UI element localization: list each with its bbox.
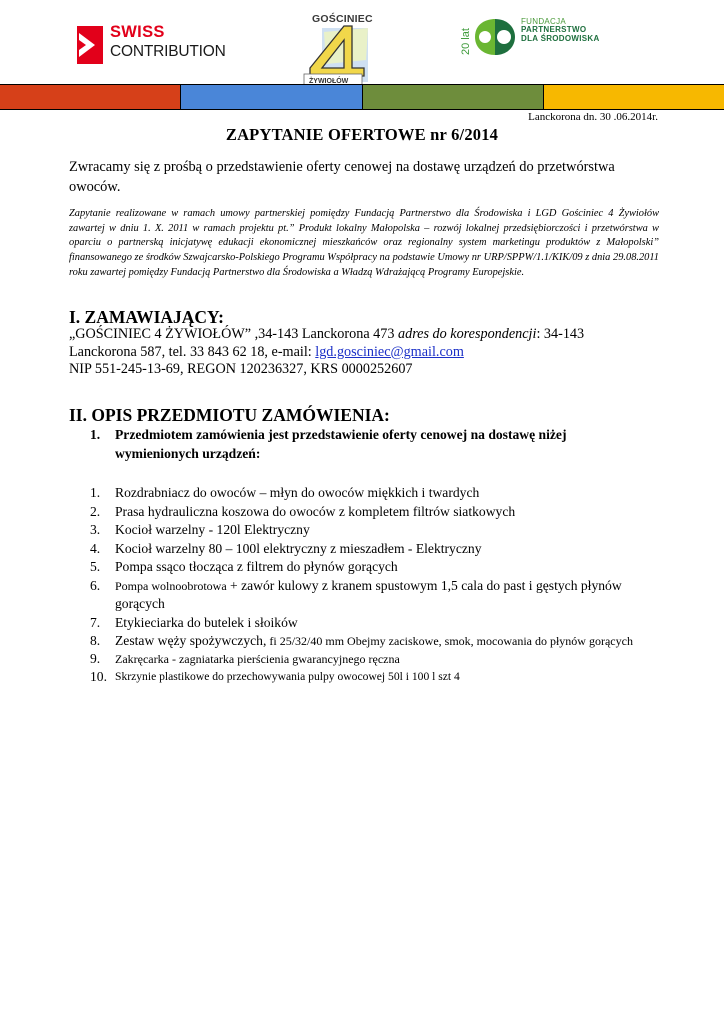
- list-item-text: Etykieciarka do butelek i słoików: [115, 614, 298, 630]
- address-line-1: [69, 326, 669, 344]
- fundacja-partnerstwo-logo: [458, 14, 608, 58]
- list-item-text: Kocioł warzelny 80 – 100l elektryczny z mieszadłem - Elektryczny: [115, 540, 482, 556]
- address-line-2: [69, 344, 669, 362]
- fundacja-years-text: 20 lat: [460, 28, 472, 55]
- swiss-logo-line2: CONTRIBUTION: [110, 42, 226, 60]
- email-link[interactable]: lgd.gosciniec@gmail.com: [315, 343, 464, 360]
- fundacja-logo-line3: DLA ŚRODOWISKA: [521, 33, 600, 43]
- equipment-list: [90, 484, 670, 687]
- list-item-number: 7.: [90, 614, 101, 630]
- list-item-number: 4.: [90, 540, 101, 556]
- color-bar-segment-red: [0, 85, 180, 109]
- section-zamawiajacy-heading: I. ZAMAWIAJĄCY:: [69, 307, 224, 327]
- section-opis-heading: II. OPIS PRZEDMIOTU ZAMÓWIENIA:: [69, 405, 390, 425]
- fundacja-logo-line1: FUNDACJA: [521, 17, 567, 26]
- list-item: [90, 668, 670, 687]
- fundacja-years-badge: [458, 17, 472, 57]
- list-item: [90, 503, 670, 522]
- correspondence-label: adres do korespondencji: [398, 326, 537, 342]
- header-color-bar: [0, 84, 724, 110]
- address-postcode: : 34-143: [536, 326, 585, 342]
- order-subject-number: 1.: [90, 427, 101, 442]
- contractor-address: [69, 326, 669, 379]
- address-line-3: NIP 551-245-13-69, REGON 120236327, KRS 0000252607: [69, 361, 413, 377]
- swiss-flag-icon: [77, 26, 103, 64]
- list-item-text: Zakręcarka - zagniatarka pierścienia gwarancyjnego ręczna: [115, 652, 400, 666]
- list-item-number: 2.: [90, 503, 101, 519]
- color-bar-segment-blue: [180, 85, 361, 109]
- intro-paragraph: Zapytanie realizowane w ramach umowy partnerskiej pomiędzy Fundacją Partnerstwo dla Środowiska i LGD Gościniec 4 Żywiołów zawartej w dniu 1. X. 2011 w ramach projektu pt.” Produkt lokalny Małopolska – rozwój lokalnej przedsiębiorczości i przetwórstwa w oparciu o partnerską inicjatywę edukacji ekonomicznej mieszkańców oraz regionalny system marketingu produktów z Małopolski” finansowanego ze środków Szwajcarsko-Polskiego Programu Współpracy na podstawie Umowy nr URP/SPPW/1.1/KIK/09 z dnia 29.08.2011 roku zawartej pomiędzy Fundacją Partnerstwo dla Środowiska a Władzą Wdrażającą Programy Europejskie.: [69, 208, 659, 278]
- page-title: ZAPYTANIE OFERTOWE nr 6/2014: [225, 125, 499, 144]
- list-item-number: 8.: [90, 633, 101, 648]
- list-item-number: 10.: [90, 669, 107, 684]
- list-item-text: Pompa ssąco tłocząca z filtrem do płynów gorących: [115, 559, 398, 574]
- list-item: [90, 650, 670, 668]
- list-item-text: fi 25/32/40 mm Obejmy zaciskowe, smok, mocowania do płynów gorących: [266, 634, 633, 648]
- list-item: [90, 540, 670, 559]
- list-item-text: Skrzynie plastikowe do przechowywania pulpy owocowej 50l i 100 l szt 4: [115, 670, 460, 683]
- fundacja-leaf-icon: [473, 17, 517, 57]
- list-item: [90, 632, 670, 650]
- list-item-text-small: Pompa wolnoobrotowa: [115, 578, 227, 593]
- list-item-number: 9.: [90, 651, 101, 666]
- list-item: [90, 484, 670, 503]
- list-item-number: 5.: [90, 559, 101, 574]
- list-item-number: 1.: [90, 485, 101, 500]
- order-subject-point: [90, 426, 650, 463]
- list-item: [90, 614, 670, 633]
- gosciniec-logo-title: GOŚCINIEC: [312, 13, 373, 25]
- gosciniec-logo-subtitle: ŻYWIOŁÓW: [309, 78, 349, 85]
- address-phone: Lanckorona 587, tel. 33 843 62 18, e-mail:: [69, 343, 316, 360]
- color-bar-segment-yellow: [543, 85, 724, 109]
- order-subject-text: Przedmiotem zamówienia jest przedstawienie oferty cenowej na dostawę niżej wymienionych urządzeń:: [115, 427, 567, 461]
- list-item-text: Kocioł warzelny - 120l Elektryczny: [115, 522, 310, 537]
- list-item-text: Prasa hydrauliczna koszowa do owoców z kompletem filtrów siatkowych: [115, 503, 516, 519]
- list-item-text: Rozdrabniacz do owoców – młyn do owoców miękkich i twardych: [115, 485, 480, 500]
- list-item-number: 6.: [90, 577, 101, 593]
- swiss-cross-icon: [77, 26, 103, 64]
- list-item: [90, 558, 670, 577]
- document-date: Lanckorona dn. 30 .06.2014r.: [528, 111, 658, 123]
- request-paragraph: Zwracamy się z prośbą o przedstawienie oferty cenowej na dostawę urządzeń do przetwórstwa owoców.: [69, 159, 615, 195]
- swiss-logo-line1: SWISS: [110, 23, 165, 41]
- list-item: [90, 577, 670, 614]
- color-bar-segment-green: [362, 85, 543, 109]
- list-item-text-large: Zestaw węży spożywczych,: [115, 633, 267, 648]
- address-name: „GOŚCINIEC 4 ŻYWIOŁÓW” ,34-143 Lanckorona 473: [69, 326, 398, 342]
- fundacja-logo-line2: PARTNERSTWO: [521, 25, 587, 35]
- swiss-contribution-logo: [77, 23, 226, 68]
- list-item-number: 3.: [90, 522, 101, 537]
- list-item-text: + zawór kulowy z kranem spustowym 1,5 cala do past i gęstych płynów gorących: [115, 577, 622, 611]
- list-item: [90, 521, 670, 540]
